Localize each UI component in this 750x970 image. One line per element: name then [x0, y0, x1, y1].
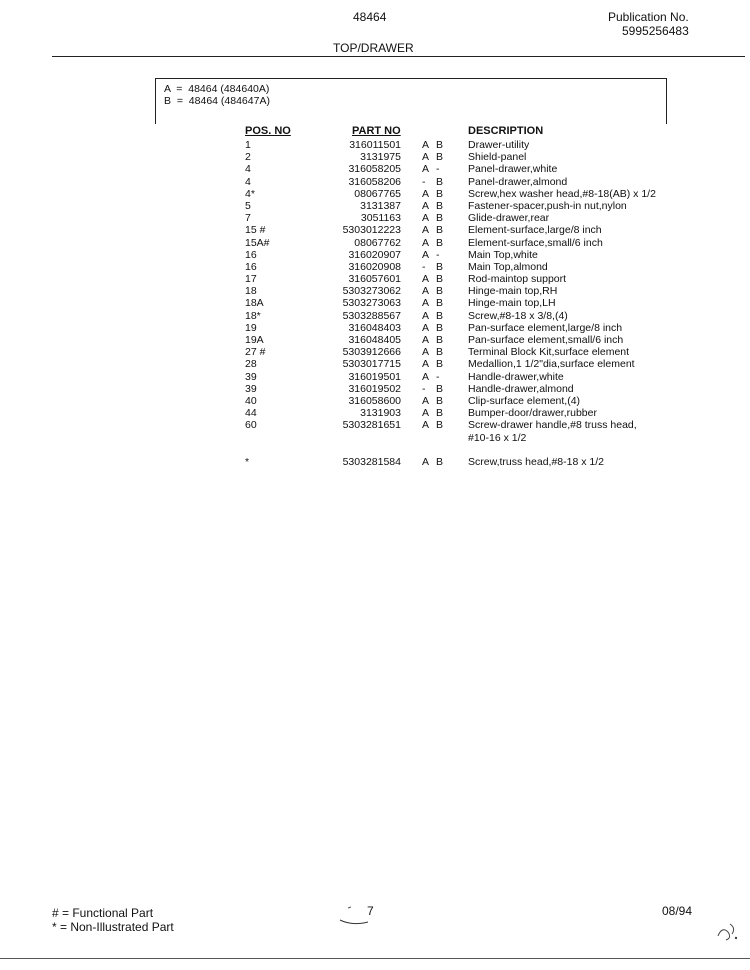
part-number: 316058600 — [348, 394, 401, 407]
pos-number: 44 — [245, 407, 257, 420]
part-number: 5303273063 — [342, 297, 401, 310]
column-header-description: DESCRIPTION — [468, 125, 544, 137]
pos-number: 27 # — [245, 346, 266, 359]
model-b-flag: B — [436, 260, 444, 273]
model-b-flag: B — [436, 151, 444, 164]
pos-number: 18 — [245, 285, 257, 298]
table-row — [0, 249, 750, 261]
part-number: 316057601 — [348, 273, 401, 286]
model-a-flag: A — [422, 163, 430, 176]
part-description: Pan-surface element,small/6 inch — [468, 334, 624, 346]
column-header-part: PART NO — [352, 125, 401, 137]
model-b-flag: B — [436, 321, 444, 334]
table-row — [0, 419, 750, 431]
table-row — [0, 444, 750, 456]
part-description: #10-16 x 1/2 — [468, 431, 527, 444]
part-description: Handle-drawer,almond — [468, 382, 574, 395]
pos-number: 4* — [245, 187, 255, 200]
table-row — [0, 383, 750, 395]
model-a-flag: A — [422, 187, 430, 200]
part-number: 316019502 — [348, 382, 401, 395]
model-a-flag: A — [422, 394, 430, 407]
table-row — [0, 139, 750, 151]
legend-non-illustrated: * = Non-Illustrated Part — [52, 920, 174, 934]
model-b-flag: B — [436, 407, 444, 420]
part-description: Element-surface,large/8 inch — [468, 224, 602, 237]
model-b-flag: B — [436, 273, 444, 286]
model-key-b: B = 48464 (484647A) — [164, 95, 270, 107]
legend-functional: # = Functional Part — [52, 906, 154, 920]
part-description: Panel-drawer,white — [468, 163, 558, 176]
parts-list — [0, 139, 750, 468]
pos-number: 5 — [245, 199, 251, 212]
pos-number: 16 — [245, 248, 257, 261]
table-row — [0, 200, 750, 212]
part-description: Screw,hex washer head,#8-18(AB) x 1/2 — [468, 187, 656, 200]
pos-number: 19 — [245, 321, 257, 334]
pos-number: 2 — [245, 151, 251, 164]
model-a-flag: A — [422, 321, 430, 334]
part-description: Hinge-main top,RH — [468, 285, 558, 298]
model-b-flag: B — [436, 334, 444, 346]
model-b-flag: B — [436, 358, 444, 371]
model-a-flag: - — [422, 382, 426, 395]
publication-number: 5995256483 — [622, 24, 689, 38]
table-row — [0, 334, 750, 346]
part-description: Panel-drawer,almond — [468, 175, 568, 188]
table-row — [0, 151, 750, 163]
model-b-flag: - — [436, 248, 440, 261]
model-a-flag: A — [422, 358, 430, 371]
model-a-flag: A — [422, 407, 430, 420]
model-a-flag: A — [422, 199, 430, 212]
part-description: Clip-surface element,(4) — [468, 394, 581, 407]
part-number: 5303281584 — [342, 455, 401, 468]
table-row — [0, 188, 750, 200]
model-b-flag: B — [436, 394, 444, 407]
table-row — [0, 456, 750, 468]
part-description: Main Top,white — [468, 248, 538, 261]
pos-number: 4 — [245, 163, 251, 176]
issue-date: 08/94 — [662, 904, 693, 918]
table-row — [0, 176, 750, 188]
model-b-flag: B — [436, 175, 444, 188]
pos-number: 18* — [245, 309, 261, 322]
part-number: 316019501 — [348, 370, 401, 383]
model-a-flag: A — [422, 151, 430, 164]
part-number: 316058206 — [348, 175, 401, 188]
pos-number: 19A — [245, 334, 264, 346]
part-number: 316048403 — [348, 321, 401, 334]
model-a-flag: - — [422, 260, 426, 273]
part-number: 08067765 — [354, 187, 401, 200]
part-description: Shield-panel — [468, 151, 527, 164]
part-number: 316048405 — [348, 334, 401, 346]
pos-number: 39 — [245, 382, 257, 395]
part-number: 3131903 — [360, 407, 401, 420]
part-number: 316020908 — [348, 260, 401, 273]
model-b-flag: B — [436, 285, 444, 298]
table-row — [0, 163, 750, 175]
model-b-flag: B — [436, 419, 444, 432]
part-number: 5303017715 — [342, 358, 401, 371]
model-key-box — [155, 78, 667, 124]
part-number: 316058205 — [348, 163, 401, 176]
part-number: 5303012223 — [342, 224, 401, 237]
model-a-flag: A — [422, 139, 430, 151]
model-a-flag: A — [422, 273, 430, 286]
part-number: 3131975 — [360, 151, 401, 164]
table-row — [0, 297, 750, 309]
part-description: Terminal Block Kit,surface element — [468, 346, 630, 359]
table-row — [0, 395, 750, 407]
part-description: Hinge-main top,LH — [468, 297, 556, 310]
part-description: Drawer-utility — [468, 139, 530, 151]
table-row — [0, 212, 750, 224]
footer-rule — [0, 958, 750, 959]
model-a-flag: A — [422, 370, 430, 383]
pos-number: 4 — [245, 175, 251, 188]
scan-mark — [338, 902, 374, 926]
pos-number: 16 — [245, 260, 257, 273]
part-number: 3131387 — [360, 199, 401, 212]
pos-number: 7 — [245, 212, 251, 225]
model-a-flag: A — [422, 297, 430, 310]
pos-number: 1 — [245, 139, 251, 151]
model-a-flag: A — [422, 455, 430, 468]
model-a-flag: A — [422, 309, 430, 322]
pos-number: * — [245, 455, 250, 468]
model-a-flag: A — [422, 224, 430, 237]
table-row — [0, 310, 750, 322]
model-b-flag: - — [436, 163, 440, 176]
table-row — [0, 432, 750, 444]
model-a-flag: A — [422, 334, 430, 346]
corner-scribble — [712, 918, 742, 944]
table-row — [0, 224, 750, 236]
model-b-flag: B — [436, 139, 444, 151]
part-number: 5303281651 — [342, 419, 401, 432]
publication-label: Publication No. — [608, 10, 689, 24]
part-number: 316020907 — [348, 248, 401, 261]
model-b-flag: B — [436, 346, 444, 359]
column-header-pos: POS. NO — [245, 125, 291, 137]
pos-number: 28 — [245, 358, 257, 371]
part-description: Pan-surface element,large/8 inch — [468, 321, 623, 334]
part-description: Fastener-spacer,push-in nut,nylon — [468, 199, 627, 212]
model-a-flag: A — [422, 248, 430, 261]
model-a-flag: A — [422, 236, 430, 249]
part-number: 5303912666 — [342, 346, 401, 359]
table-row — [0, 285, 750, 297]
part-number: 3051163 — [360, 212, 401, 225]
model-b-flag: - — [436, 370, 440, 383]
part-description: Bumper-door/drawer,rubber — [468, 407, 597, 420]
table-row — [0, 273, 750, 285]
table-row — [0, 322, 750, 334]
model-a-flag: A — [422, 346, 430, 359]
page-number: 7 — [367, 904, 374, 918]
pos-number: 39 — [245, 370, 257, 383]
model-a-flag: A — [422, 419, 430, 432]
model-number: 48464 — [353, 10, 387, 24]
section-title: TOP/DRAWER — [333, 41, 414, 55]
pos-number: 15 # — [245, 224, 266, 237]
part-description: Medallion,1 1/2"dia,surface element — [468, 358, 635, 371]
part-number: 08067762 — [354, 236, 401, 249]
table-row — [0, 371, 750, 383]
model-b-flag: B — [436, 224, 444, 237]
model-b-flag: B — [436, 382, 444, 395]
part-description: Handle-drawer,white — [468, 370, 564, 383]
model-b-flag: B — [436, 309, 444, 322]
model-a-flag: A — [422, 285, 430, 298]
model-b-flag: B — [436, 236, 444, 249]
model-b-flag: B — [436, 187, 444, 200]
table-row — [0, 346, 750, 358]
model-b-flag: B — [436, 455, 444, 468]
pos-number: 18A — [245, 297, 264, 310]
part-description: Glide-drawer,rear — [468, 212, 550, 225]
pos-number: 15A# — [245, 236, 270, 249]
part-description: Main Top,almond — [468, 260, 548, 273]
pos-number: 17 — [245, 273, 257, 286]
model-b-flag: B — [436, 212, 444, 225]
part-number: 5303273062 — [342, 285, 401, 298]
part-description: Element-surface,small/6 inch — [468, 236, 603, 249]
part-description: Screw-drawer handle,#8 truss head, — [468, 419, 637, 432]
part-number: 5303288567 — [342, 309, 401, 322]
header-rule — [52, 56, 745, 57]
pos-number: 60 — [245, 419, 257, 432]
model-key-a: A = 48464 (484640A) — [164, 83, 270, 95]
part-number: 316011501 — [349, 139, 401, 151]
table-row — [0, 358, 750, 370]
part-description: Screw,#8-18 x 3/8,(4) — [468, 309, 568, 322]
part-description: Rod-maintop support — [468, 273, 567, 286]
table-row — [0, 261, 750, 273]
table-row — [0, 237, 750, 249]
model-a-flag: A — [422, 212, 430, 225]
model-a-flag: - — [422, 175, 426, 188]
table-row — [0, 407, 750, 419]
pos-number: 40 — [245, 394, 257, 407]
part-description: Screw,truss head,#8-18 x 1/2 — [468, 455, 604, 468]
model-b-flag: B — [436, 199, 444, 212]
model-b-flag: B — [436, 297, 444, 310]
